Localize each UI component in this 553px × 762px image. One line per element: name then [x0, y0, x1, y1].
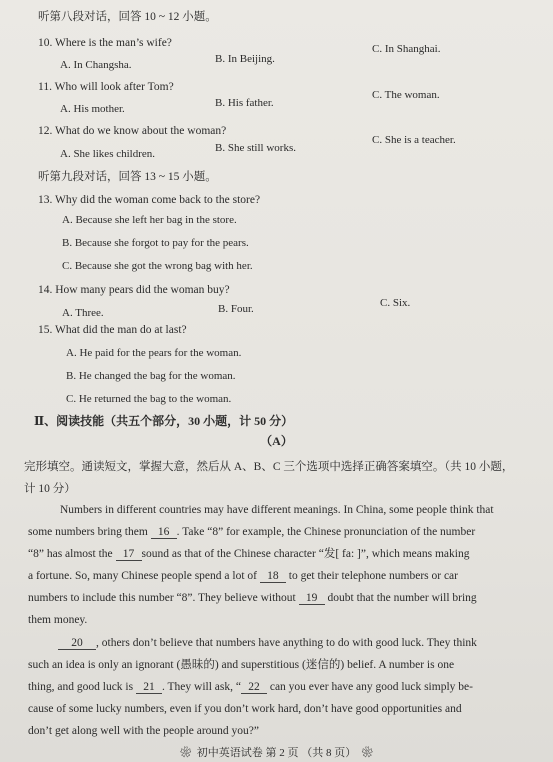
question-14-stem: 14. How many pears did the woman buy? — [38, 284, 230, 296]
q14-option-a: A. Three. — [62, 307, 104, 319]
footer-ornament-right: ❀ — [361, 747, 373, 759]
q10-option-c: C. In Shanghai. — [372, 43, 441, 55]
passage-line-7: 20 , others don’t believe that numbers have anything to do with good luck. They think — [58, 636, 477, 650]
question-15-stem: 15. What did the man do at last? — [38, 324, 187, 336]
q15-option-b: B. He changed the bag for the woman. — [66, 370, 236, 382]
question-11-stem: 11. Who will look after Tom? — [38, 81, 174, 93]
question-13-stem: 13. Why did the woman come back to the store? — [38, 194, 261, 206]
part-label: （A） — [260, 434, 293, 448]
page-footer — [0, 746, 553, 760]
blank-19: 19 — [299, 592, 325, 605]
q13-option-b: B. Because she forgot to pay for the pears. — [62, 237, 249, 249]
passage-line-8: such an idea is only an ignorant (愚昧的) and superstitious (迷信的) belief. A number is one — [28, 659, 455, 671]
passage-line-1: Numbers in different countries may have different meanings. In China, some people think that — [60, 504, 494, 516]
intro-dialogue-9: 听第九段对话，回答 13 ~ 15 小题。 — [38, 171, 217, 183]
intro-dialogue-8: 听第八段对话，回答 10 ~ 12 小题。 — [38, 11, 217, 23]
q11-option-b: B. His father. — [215, 97, 274, 109]
passage-line-2: some numbers bring them 16 . Take “8” for example, the Chinese pronunciation of the number — [28, 526, 476, 538]
q13-option-c: C. Because she got the wrong bag with her. — [62, 260, 253, 272]
q12-option-b: B. She still works. — [215, 142, 296, 154]
section-title: Ⅱ、阅读技能（共五个部分，30 小题，计 50 分） — [34, 414, 294, 428]
passage-line-6: them money. — [28, 614, 88, 626]
blank-17: 17 — [116, 548, 142, 561]
blank-21: 21 — [136, 681, 162, 694]
q12-option-a: A. She likes children. — [60, 148, 156, 160]
instructions-line-2: 计 10 分） — [24, 483, 76, 495]
q10-option-b: B. In Beijing. — [215, 53, 275, 65]
footer-ornament-left: ❀ — [180, 747, 192, 759]
passage-line-10: cause of some lucky numbers, even if you don’t work hard, don’t have good opportunities and — [28, 703, 462, 715]
blank-16: 16 — [151, 526, 177, 539]
instructions-line-1: 完形填空。通读短文，掌握大意，然后从 A、B、C 三个选项中选择正确答案填空。（共 10 小题， — [24, 461, 514, 473]
q15-option-c: C. He returned the bag to the woman. — [66, 393, 232, 405]
q15-option-a: A. He paid for the pears for the woman. — [66, 347, 242, 359]
blank-22: 22 — [241, 681, 267, 694]
q10-option-a: A. In Changsha. — [60, 59, 132, 71]
q11-option-c: C. The woman. — [372, 89, 440, 101]
q14-option-b: B. Four. — [218, 303, 254, 315]
passage-line-4: a fortune. So, many Chinese people spend a lot of 18 to get their telephone numbers or car — [28, 570, 458, 582]
question-12-stem: 12. What do we know about the woman? — [38, 125, 227, 137]
q12-option-c: C. She is a teacher. — [372, 134, 456, 146]
q14-option-c: C. Six. — [380, 297, 411, 309]
passage-line-3: “8” has almost the 17 sound as that of the Chinese character “发[ fa: ]”, which means making — [28, 548, 470, 560]
q11-option-a: A. His mother. — [60, 103, 125, 115]
question-10-stem: 10. Where is the man’s wife? — [38, 37, 172, 49]
passage-line-9: thing, and good luck is 21 . They will ask, “ 22 can you ever have any good luck simply be- — [28, 681, 473, 693]
blank-20: 20 — [58, 637, 96, 650]
passage-line-11: don’t get along well with the people around you?” — [28, 725, 260, 737]
blank-18: 18 — [260, 570, 286, 583]
passage-line-5: numbers to include this number “8”. They believe without 19 doubt that the number will bring — [28, 592, 477, 604]
footer-text: 初中英语试卷 第 2 页 （共 8 页） — [196, 747, 357, 759]
q13-option-a: A. Because she left her bag in the store. — [62, 214, 237, 226]
